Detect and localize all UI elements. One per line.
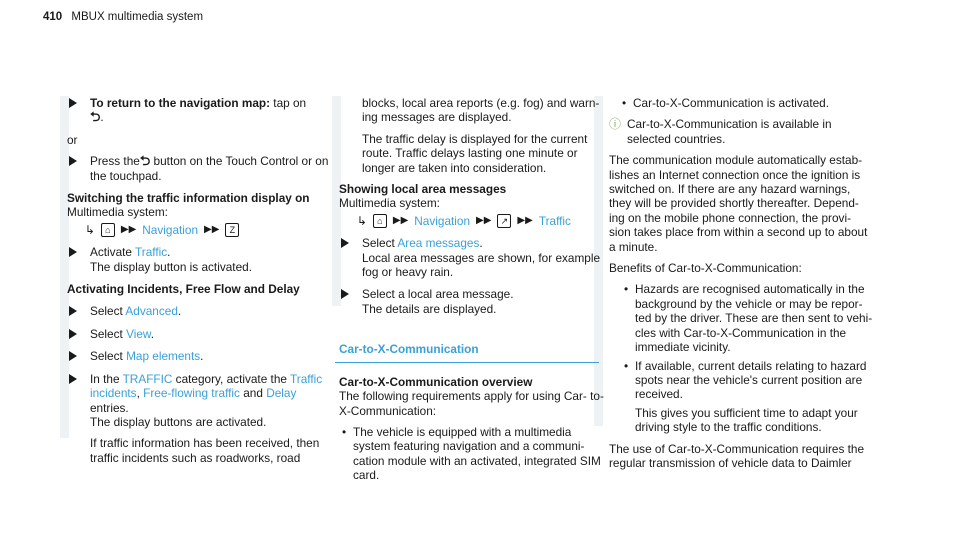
- step-text: entries.: [90, 400, 129, 415]
- step-text: Select: [90, 349, 127, 364]
- info-icon: ⓘ: [609, 117, 622, 132]
- menu-path: [339, 214, 607, 228]
- step-item: Select Map elements.: [67, 349, 335, 363]
- step-text: If traffic information has been received, then traffic incidents such as roadworks, road: [90, 436, 320, 465]
- requirement-list: [609, 96, 874, 110]
- area-messages-link: Area messages: [397, 236, 480, 251]
- paragraph: The traffic delay is displayed for the current route. Traffic delays lasting one minute or longer are taken into consideration.: [362, 131, 588, 175]
- requirement-list: [339, 425, 607, 483]
- list-item: [635, 359, 874, 435]
- traffic-label: Traffic: [538, 213, 571, 228]
- map-elements-link: Map elements: [126, 349, 201, 364]
- advanced-link: Advanced: [125, 304, 178, 319]
- step-text: .: [167, 245, 171, 260]
- column-2: [339, 96, 607, 490]
- home-icon: ⌂: [101, 223, 115, 237]
- step-text: tap on: [270, 96, 307, 110]
- step-text: Select: [362, 236, 398, 251]
- list-text: This gives you sufficient time to adapt your driving style to the traffic conditions.: [635, 405, 858, 435]
- benefit-list: [609, 282, 874, 434]
- step-text: and: [239, 386, 267, 401]
- step-arrow-icon: [69, 329, 77, 339]
- step-item: [67, 372, 335, 465]
- step-heading: To return to the navigation map:: [90, 96, 271, 110]
- multimedia-label: Multimedia system:: [67, 205, 168, 220]
- step-text: Press the: [90, 154, 140, 169]
- page-header: [43, 10, 203, 24]
- column-1: [67, 96, 335, 473]
- step-item: To return to the navigation map: tap on ⮌.: [67, 96, 335, 125]
- step-text: Select: [90, 326, 127, 341]
- step-text: The display button is activated.: [90, 259, 252, 274]
- step-text: Activate: [90, 245, 136, 260]
- step-text: button on the Touch Control or on the touchpad.: [90, 154, 329, 183]
- step-text: In the: [90, 371, 123, 386]
- settings-icon: Z: [225, 223, 239, 237]
- list-item: • The vehicle is equipped with a multimedia system featuring navigation and a communi- cation module with an activated, integrated SIM card.: [353, 425, 607, 483]
- step-text: Select: [90, 304, 126, 319]
- list-item: • Car-to-X-Communication is activated.: [633, 96, 874, 110]
- back-arrow-icon: ⮌: [139, 153, 151, 169]
- step-arrow-icon: [69, 306, 77, 316]
- view-link: View: [126, 326, 151, 341]
- column-3: [609, 96, 874, 477]
- step-item: [67, 245, 335, 274]
- heading-showing: Showing local area messages: [339, 182, 507, 197]
- chevron-icon: ▶▶: [476, 214, 492, 226]
- step-arrow-icon: [69, 98, 77, 108]
- heading-switching: Switching the traffic information display on: [67, 191, 310, 206]
- step-arrow-icon: [69, 374, 77, 384]
- section-title: Car-to-X-Communication: [335, 342, 599, 362]
- step-item: [339, 236, 607, 279]
- paragraph: The communication module automatically estab- lishes an Internet connection once the ignition is switched on. If there are any hazard warnings, they will be provided shortly thereafter. Depend- ing on the mobile phone connection, the provi- sion takes place from within a second up to about a minute.: [609, 153, 868, 254]
- incidents-link: Traffic incidents: [90, 371, 323, 401]
- step-arrow-icon: [69, 247, 77, 257]
- step-text: The details are displayed.: [362, 301, 497, 316]
- nav-label: Navigation: [142, 222, 199, 237]
- list-text: If available, current details relating to hazard spots near the vehicle's current position are received.: [635, 358, 867, 402]
- paragraph: The following requirements apply for using Car- to-X-Communication:: [339, 389, 604, 418]
- free-flow-link: Free-flowing traffic: [143, 386, 240, 401]
- chevron-icon: ▶▶: [120, 223, 137, 235]
- info-note: [609, 117, 874, 146]
- step-text: Select a local area message.: [362, 287, 514, 302]
- route-icon: ↗: [497, 214, 511, 228]
- chevron-icon: ▶▶: [204, 223, 220, 235]
- list-item: • Hazards are recognised automatically in the background by the vehicle or may be repor- ted by the driver. These are then sent to vehi- cles with Car-to-X-Communication in the immediate vicinity.: [635, 282, 874, 354]
- path-arrow-icon: ↳: [357, 213, 367, 228]
- page-number: 410: [43, 11, 63, 23]
- traffic-category: TRAFFIC: [122, 371, 173, 386]
- paragraph: The use of Car-to-X-Communication requires the regular transmission of vehicle data to Daimler: [609, 441, 865, 470]
- delay-link: Delay: [266, 386, 297, 401]
- step-text: .: [479, 236, 483, 251]
- paragraph: Benefits of Car-to-X-Communication:: [609, 261, 802, 276]
- step-item: [67, 154, 335, 183]
- multimedia-label: Multimedia system:: [339, 196, 440, 211]
- step-arrow-icon: [69, 156, 77, 166]
- chevron-icon: ▶▶: [392, 214, 409, 226]
- heading-overview: Car-to-X-Communication overview: [339, 374, 533, 389]
- home-icon: ⌂: [373, 214, 387, 228]
- path-arrow-icon: ↳: [85, 222, 95, 237]
- heading-activating: Activating Incidents, Free Flow and Delay: [67, 282, 300, 297]
- step-arrow-icon: [341, 289, 349, 299]
- step-item: Select View.: [67, 327, 335, 341]
- step-item: [339, 287, 607, 316]
- menu-path: [67, 223, 335, 237]
- or-text: or: [67, 132, 78, 147]
- step-text: category, activate the: [172, 371, 291, 386]
- paragraph: blocks, local area reports (e.g. fog) and warn- ing messages are displayed.: [362, 96, 600, 125]
- nav-label: Navigation: [414, 213, 471, 228]
- traffic-link: Traffic: [135, 245, 168, 260]
- back-arrow-icon: ⮌: [90, 109, 101, 125]
- header-title: MBUX multimedia system: [71, 11, 204, 23]
- step-item: Select Advanced.: [67, 304, 335, 318]
- step-text: The display buttons are activated.: [90, 414, 267, 429]
- step-arrow-icon: [341, 238, 349, 248]
- step-text: Local area messages are shown, for example fog or heavy rain.: [362, 250, 601, 280]
- info-text: Car-to-X-Communication is available in selected countries.: [627, 117, 832, 146]
- step-text: ,: [136, 386, 144, 401]
- step-arrow-icon: [69, 351, 77, 361]
- chevron-icon: ▶▶: [517, 214, 533, 226]
